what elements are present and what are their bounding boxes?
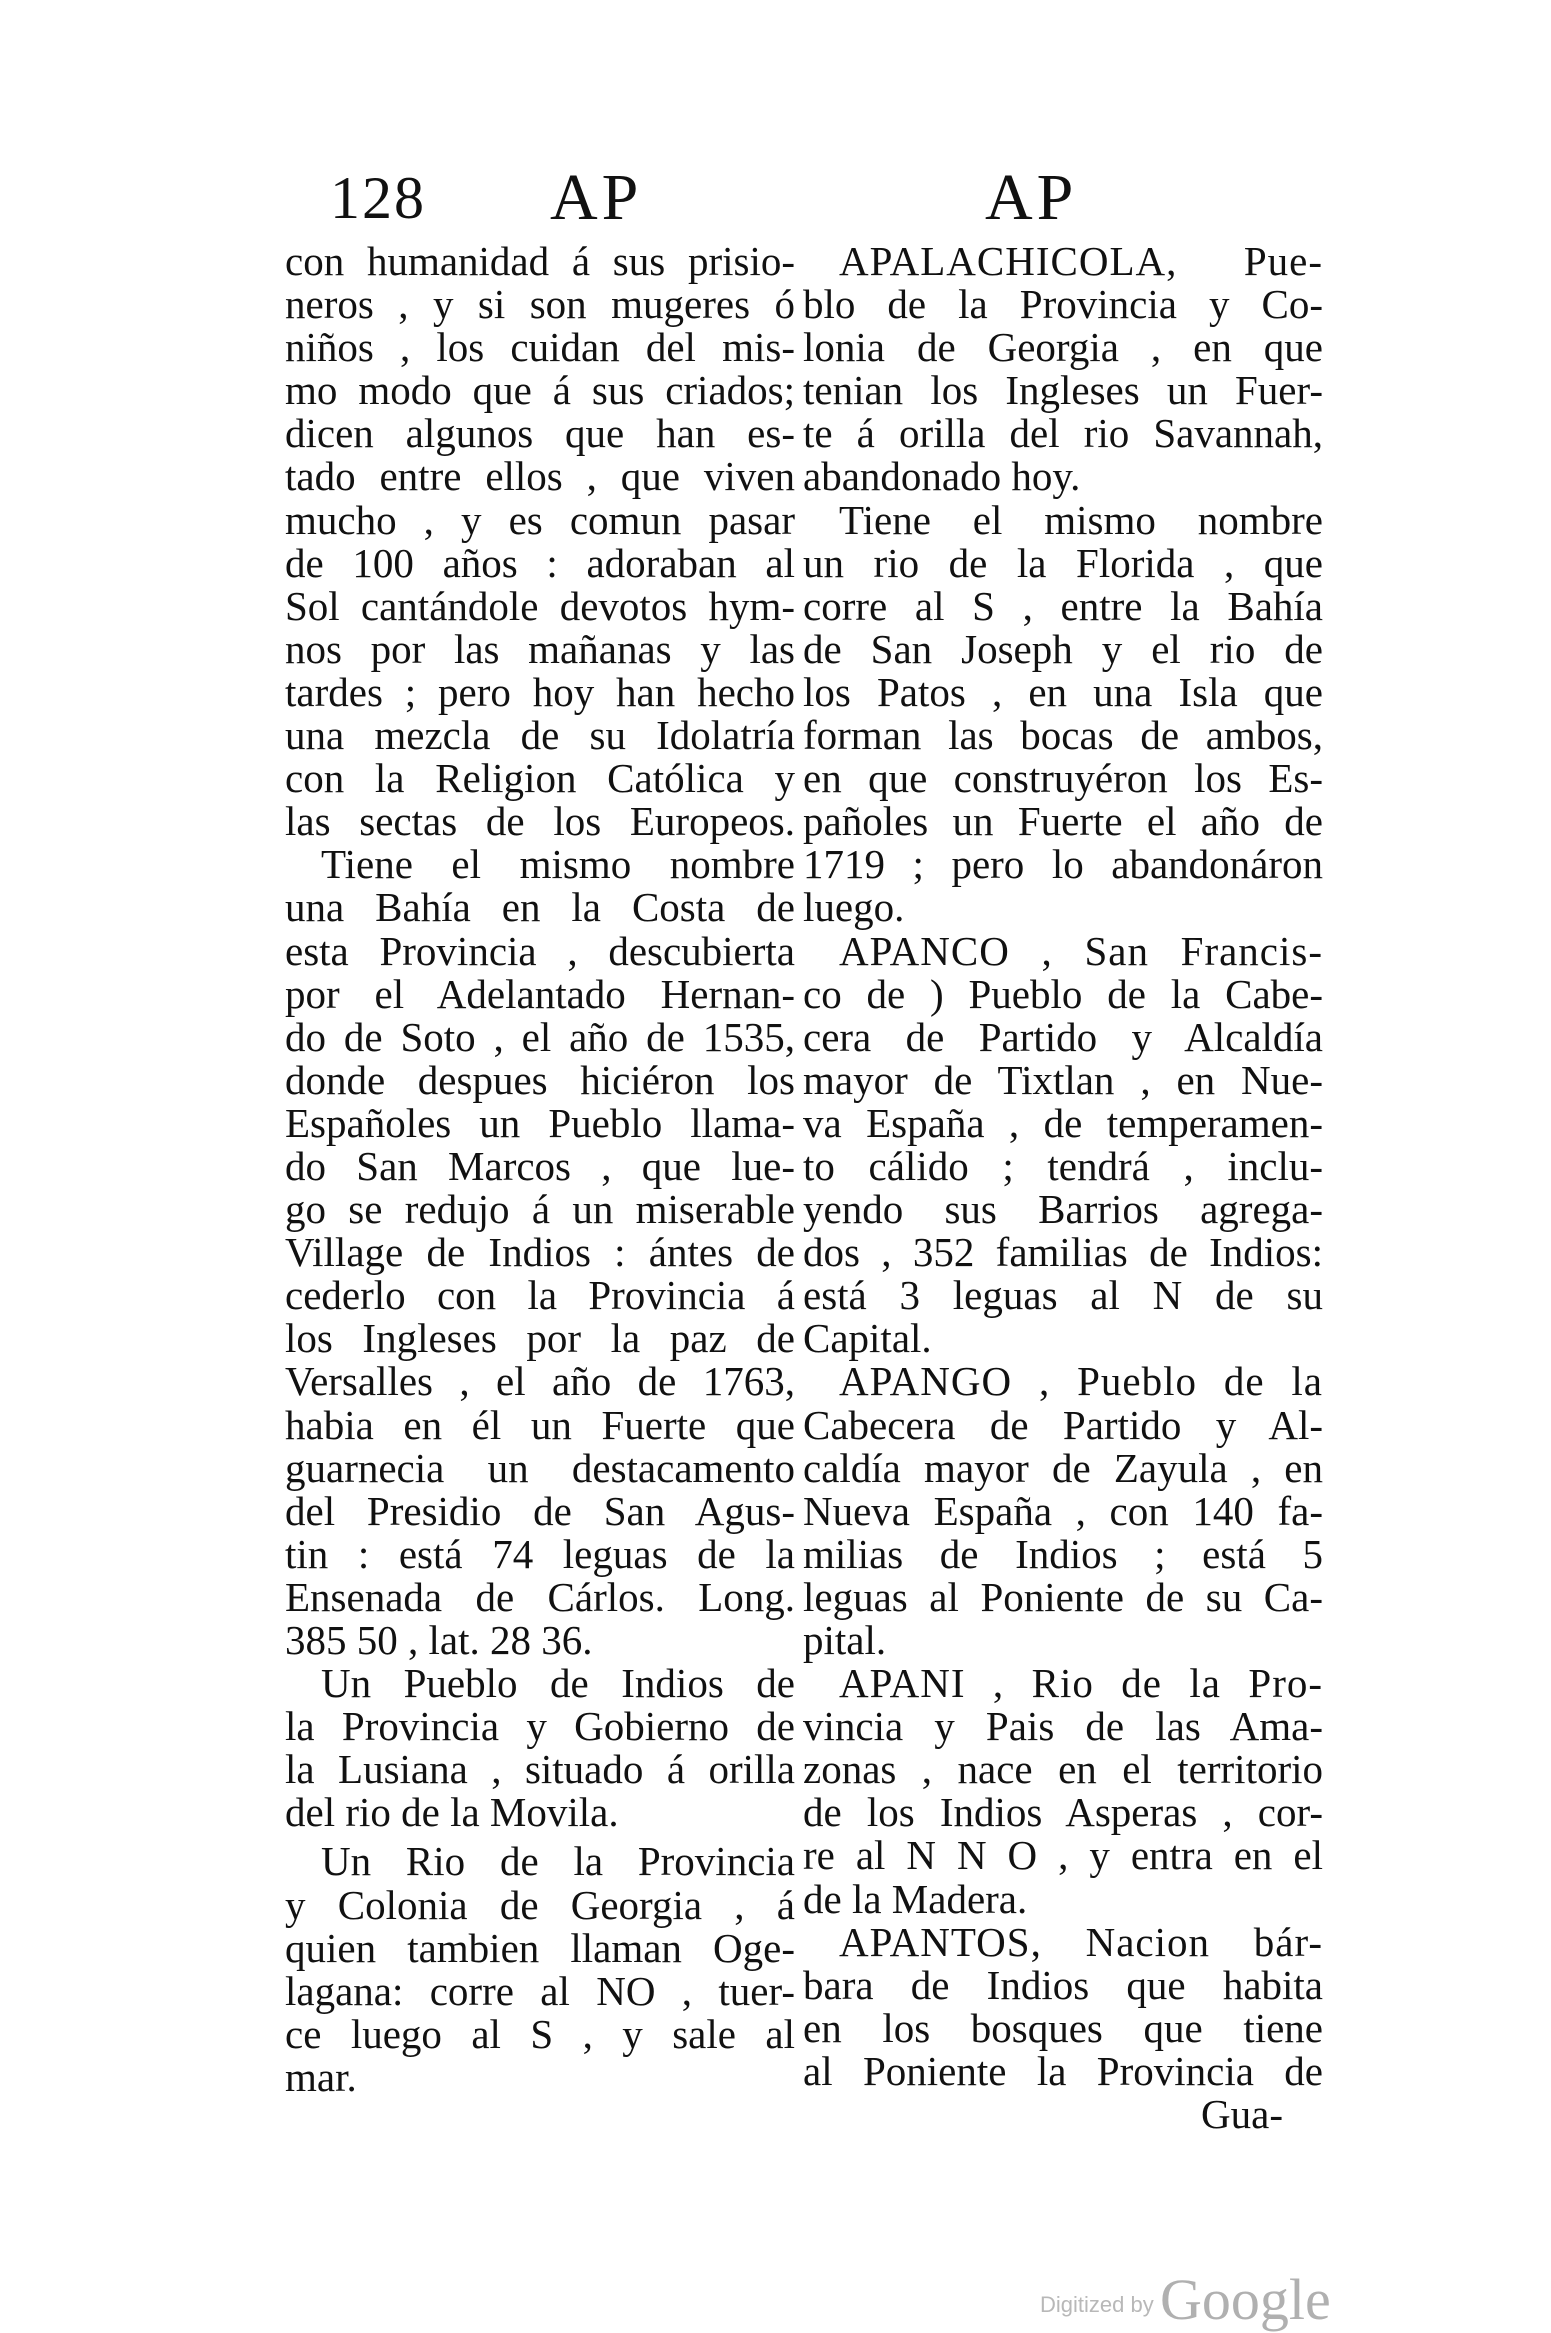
- text-line: en los bosques que tiene: [803, 2004, 1323, 2051]
- text-line: pañoles un Fuerte el año de: [803, 798, 1323, 845]
- text-line: go se redujo á un miserable: [285, 1186, 795, 1233]
- text-line: donde despues hiciéron los: [285, 1056, 795, 1103]
- paragraph-start-line: Tiene el mismo nombre: [321, 841, 795, 888]
- text-line: caldía mayor de Zayula , en: [803, 1444, 1323, 1491]
- text-line: Sol cantándole devotos hym-: [285, 582, 795, 629]
- text-line: esta Provincia , descubierta: [285, 927, 795, 974]
- text-line: al Poniente la Provincia de: [803, 2047, 1323, 2094]
- google-logo: Google: [1160, 2267, 1331, 2332]
- text-line: zonas , nace en el territorio: [803, 1746, 1323, 1793]
- text-line: Nueva España , con 140 fa-: [803, 1487, 1323, 1534]
- text-line: dicen algunos que han es-: [285, 410, 795, 457]
- text-line: ce luego al S , y sale al: [285, 2010, 795, 2057]
- text-line: do San Marcos , que lue-: [285, 1142, 795, 1189]
- page-number: 128: [330, 165, 426, 231]
- text-line: milias de Indios ; está 5: [803, 1530, 1323, 1577]
- text-line: Cabecera de Partido y Al-: [803, 1401, 1323, 1448]
- text-line: los Ingleses por la paz de: [285, 1315, 795, 1362]
- left-column: [285, 240, 795, 2099]
- text-line: nos por las mañanas y las: [285, 625, 795, 672]
- running-head-right: AP: [985, 161, 1078, 234]
- entry-heading-line: APANI , Rio de la Pro-: [839, 1660, 1323, 1707]
- text-line: mar.: [285, 2053, 357, 2100]
- text-line: leguas al Poniente de su Ca-: [803, 1573, 1323, 1620]
- text-line: vincia y Pais de las Ama-: [803, 1703, 1323, 1750]
- text-line: Españoles un Pueblo llama-: [285, 1099, 795, 1146]
- text-line: tardes ; pero hoy han hecho: [285, 668, 795, 715]
- page-header-right: [985, 160, 1345, 240]
- text-line: con humanidad á sus prisio-: [285, 238, 795, 284]
- entry-heading-line: APANGO , Pueblo de la: [839, 1358, 1323, 1405]
- text-line: habia en él un Fuerte que: [285, 1401, 795, 1448]
- entry-heading-line: APANCO , San Francis-: [839, 927, 1323, 974]
- paragraph-start-line: Tiene el mismo nombre: [839, 496, 1323, 543]
- text-line: luego.: [803, 884, 905, 931]
- text-line: Village de Indios : ántes de: [285, 1229, 795, 1276]
- text-line: va España , de temperamen-: [803, 1099, 1323, 1146]
- text-line: yendo sus Barrios agrega-: [803, 1186, 1323, 1233]
- text-line: abandonado hoy.: [803, 453, 1081, 500]
- text-line: te á orilla del rio Savannah,: [803, 410, 1323, 457]
- text-line: los Patos , en una Isla que: [803, 668, 1323, 715]
- entry-heading-line: APANTOS, Nacion bár-: [839, 1918, 1323, 1965]
- text-line: un rio de la Florida , que: [803, 539, 1323, 586]
- text-line: está 3 leguas al N de su: [803, 1272, 1323, 1319]
- text-line: dos , 352 familias de Indios:: [803, 1229, 1323, 1276]
- text-line: cera de Partido y Alcaldía: [803, 1013, 1323, 1060]
- text-line: mucho , y es comun pasar: [285, 496, 795, 543]
- text-line: de la Madera.: [803, 1875, 1028, 1922]
- paragraph-start-line: Un Rio de la Provincia: [321, 1838, 795, 1885]
- text-line: en que construyéron los Es-: [803, 755, 1323, 802]
- paragraph-start-line: Un Pueblo de Indios de: [321, 1660, 795, 1707]
- digitized-by-google-watermark: [1040, 2267, 1440, 2332]
- text-line: lonia de Georgia , en que: [803, 324, 1323, 371]
- digitized-by-label: Digitized by: [1040, 2292, 1154, 2317]
- text-line: cederlo con la Provincia á: [285, 1272, 795, 1319]
- text-line: pital.: [803, 1617, 887, 1663]
- text-line: bara de Indios que habita: [803, 1961, 1323, 2008]
- text-line: la Provincia y Gobierno de: [285, 1703, 795, 1750]
- text-line: mo modo que á sus criados;: [285, 367, 795, 414]
- text-line: de San Joseph y el rio de: [803, 625, 1323, 672]
- text-line: de los Indios Asperas , cor-: [803, 1789, 1323, 1836]
- text-line: por el Adelantado Hernan-: [285, 970, 795, 1017]
- text-line: niños , los cuidan del mis-: [285, 324, 795, 371]
- entry-heading-line: APALACHICOLA, Pue-: [839, 238, 1323, 284]
- text-line: de 100 años : adoraban al: [285, 539, 795, 586]
- text-line: 1719 ; pero lo abandonáron: [803, 841, 1323, 888]
- text-line: corre al S , entre la Bahía: [803, 582, 1323, 629]
- page-header-left: [330, 160, 830, 240]
- text-line: do de Soto , el año de 1535,: [285, 1013, 795, 1060]
- text-line: 385 50 , lat. 28 36.: [285, 1617, 593, 1663]
- text-line: lagana: corre al NO , tuer-: [285, 1967, 795, 2014]
- text-line: una Bahía en la Costa de: [285, 884, 795, 931]
- text-line: neros , y si son mugeres ó: [285, 281, 795, 328]
- text-line: forman las bocas de ambos,: [803, 712, 1323, 759]
- text-line: una mezcla de su Idolatría: [285, 712, 795, 759]
- text-line: la Lusiana , situado á orilla: [285, 1746, 795, 1793]
- right-column: [803, 240, 1323, 2136]
- text-line: re al N N O , y entra en el: [803, 1832, 1323, 1879]
- text-line: y Colonia de Georgia , á: [285, 1881, 795, 1928]
- catchword: Gua-: [1201, 2091, 1283, 2138]
- text-line: Capital.: [803, 1315, 932, 1362]
- text-line: tin : está 74 leguas de la: [285, 1530, 795, 1577]
- text-line: las sectas de los Europeos.: [285, 798, 795, 845]
- running-head-left: AP: [550, 161, 643, 234]
- text-line: quien tambien llaman Oge-: [285, 1924, 795, 1971]
- text-line: blo de la Provincia y Co-: [803, 281, 1323, 328]
- text-line: del rio de la Movila.: [285, 1789, 619, 1836]
- text-line: mayor de Tixtlan , en Nue-: [803, 1056, 1323, 1103]
- text-line: Versalles , el año de 1763,: [285, 1358, 795, 1405]
- text-line: to cálido ; tendrá , inclu-: [803, 1142, 1323, 1189]
- text-line: con la Religion Católica y: [285, 755, 795, 802]
- text-line: co de ) Pueblo de la Cabe-: [803, 970, 1323, 1017]
- text-line: tenian los Ingleses un Fuer-: [803, 367, 1323, 414]
- text-line: del Presidio de San Agus-: [285, 1487, 795, 1534]
- text-line: guarnecia un destacamento: [285, 1444, 795, 1491]
- text-line: tado entre ellos , que viven: [285, 453, 795, 500]
- text-line: Ensenada de Cárlos. Long.: [285, 1573, 795, 1620]
